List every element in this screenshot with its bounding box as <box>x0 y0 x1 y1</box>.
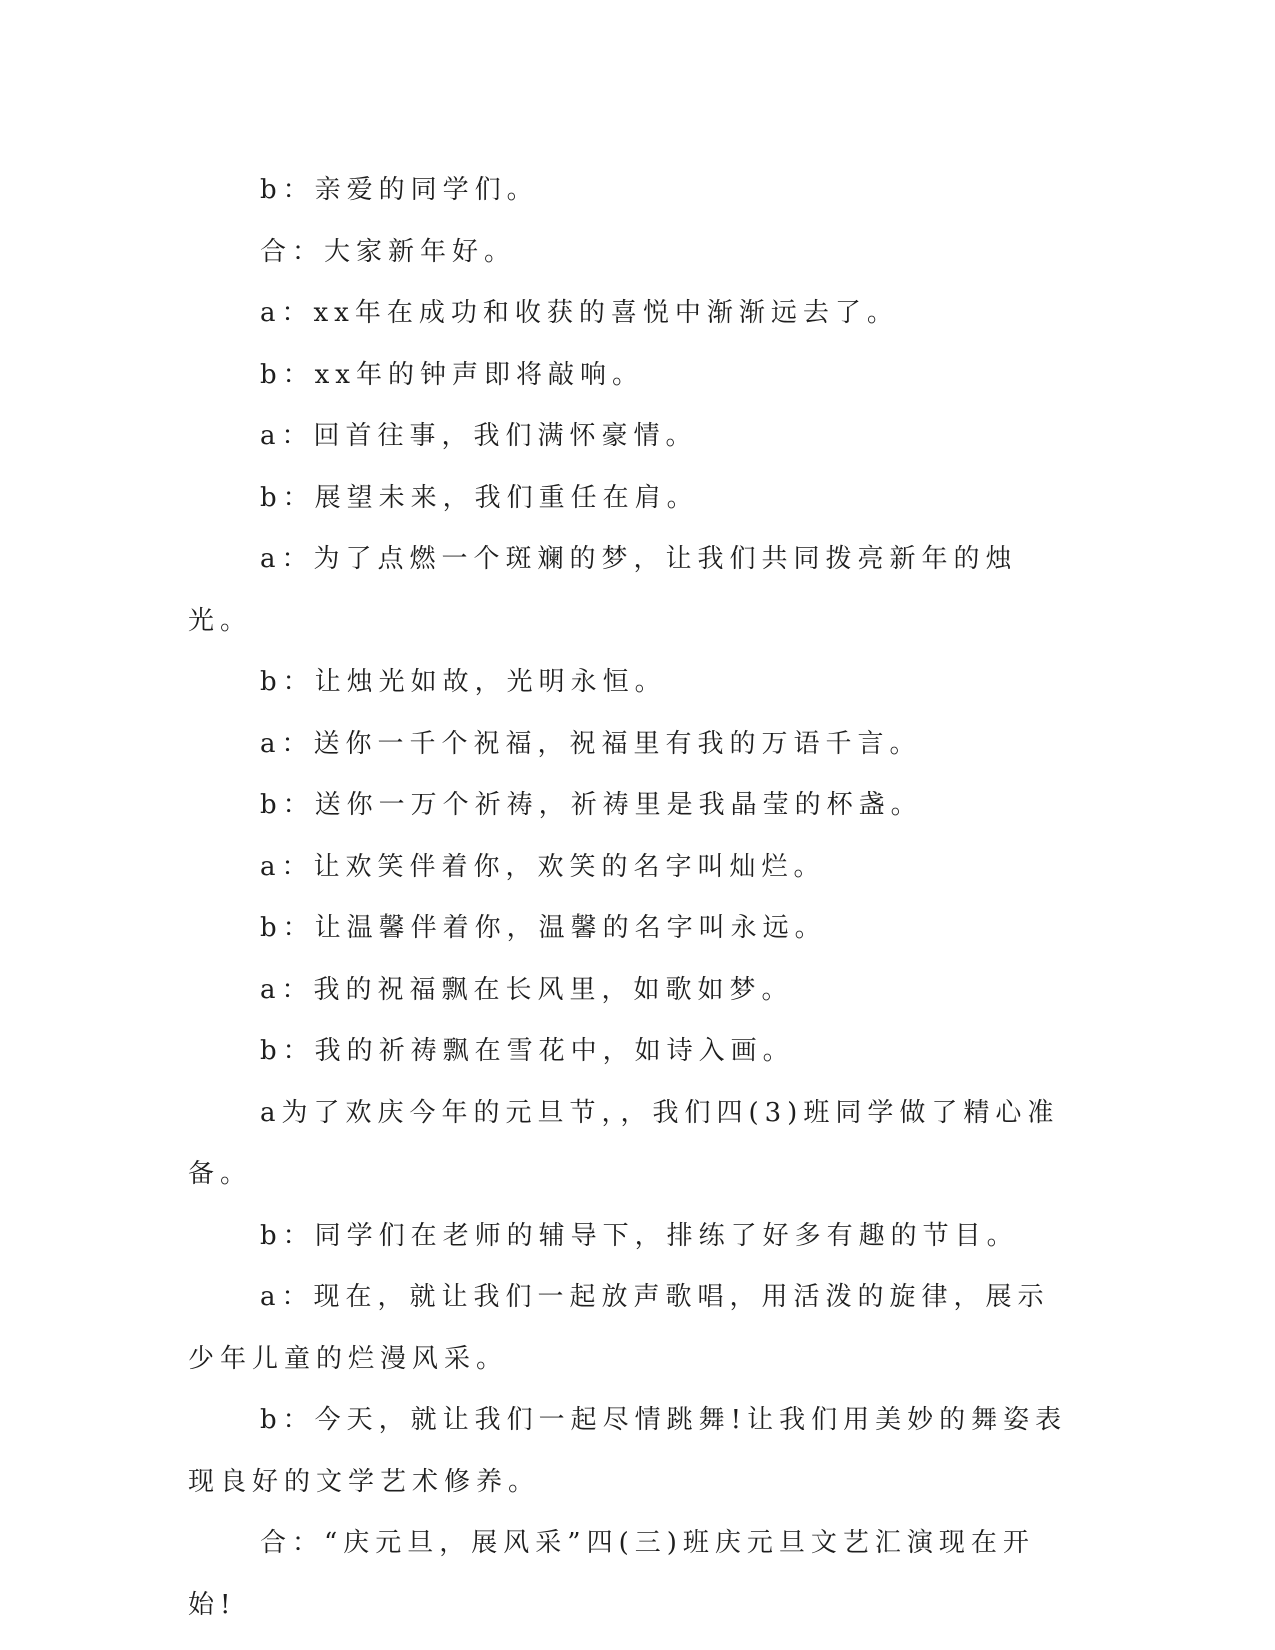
paragraph: b：xx年的钟声即将敲响。 <box>260 359 644 390</box>
paragraph: a：让欢笑伴着你，欢笑的名字叫灿烂。 <box>260 851 826 882</box>
paragraph: b：同学们在老师的辅导下，排练了好多有趣的节目。 <box>260 1220 1019 1251</box>
paragraph: 合：大家新年好。 <box>260 236 517 267</box>
paragraph: a为了欢庆今年的元旦节，，我们四(3)班同学做了精心准备。 <box>188 1097 1060 1189</box>
paragraph: a：现在，就让我们一起放声歌唱，用活泼的旋律，展示少年儿童的烂漫风采。 <box>188 1282 1050 1374</box>
paragraph: b：送你一万个祈祷，祈祷里是我晶莹的杯盏。 <box>260 790 923 820</box>
paragraph: a：xx年在成功和收获的喜悦中渐渐远去了。 <box>260 298 899 328</box>
paragraph: b：今天，就让我们一起尽情跳舞!让我们用美妙的舞姿表现良好的文学艺术修养。 <box>188 1405 1068 1497</box>
paragraph: a：我的祝福飘在长风里，如歌如梦。 <box>260 974 794 1005</box>
paragraph: a：送你一千个祝福，祝福里有我的万语千言。 <box>260 728 922 759</box>
paragraph: b：我的祈祷飘在雪花中，如诗入画。 <box>260 1036 795 1066</box>
paragraph: b：让烛光如故，光明永恒。 <box>260 667 667 697</box>
paragraph: b：让温馨伴着你，温馨的名字叫永远。 <box>260 913 827 943</box>
paragraph: a：为了点燃一个斑斓的梦，让我们共同拨亮新年的烛光。 <box>188 544 1018 636</box>
paragraph: 合：“庆元旦，展风采”四(三)班庆元旦文艺汇演现在开始! <box>188 1528 1035 1620</box>
paragraph: a：回首往事，我们满怀豪情。 <box>260 421 698 451</box>
paragraph: b：展望未来，我们重任在肩。 <box>260 482 699 513</box>
document-body <box>188 160 1068 1636</box>
paragraph: b：亲爱的同学们。 <box>260 175 539 205</box>
